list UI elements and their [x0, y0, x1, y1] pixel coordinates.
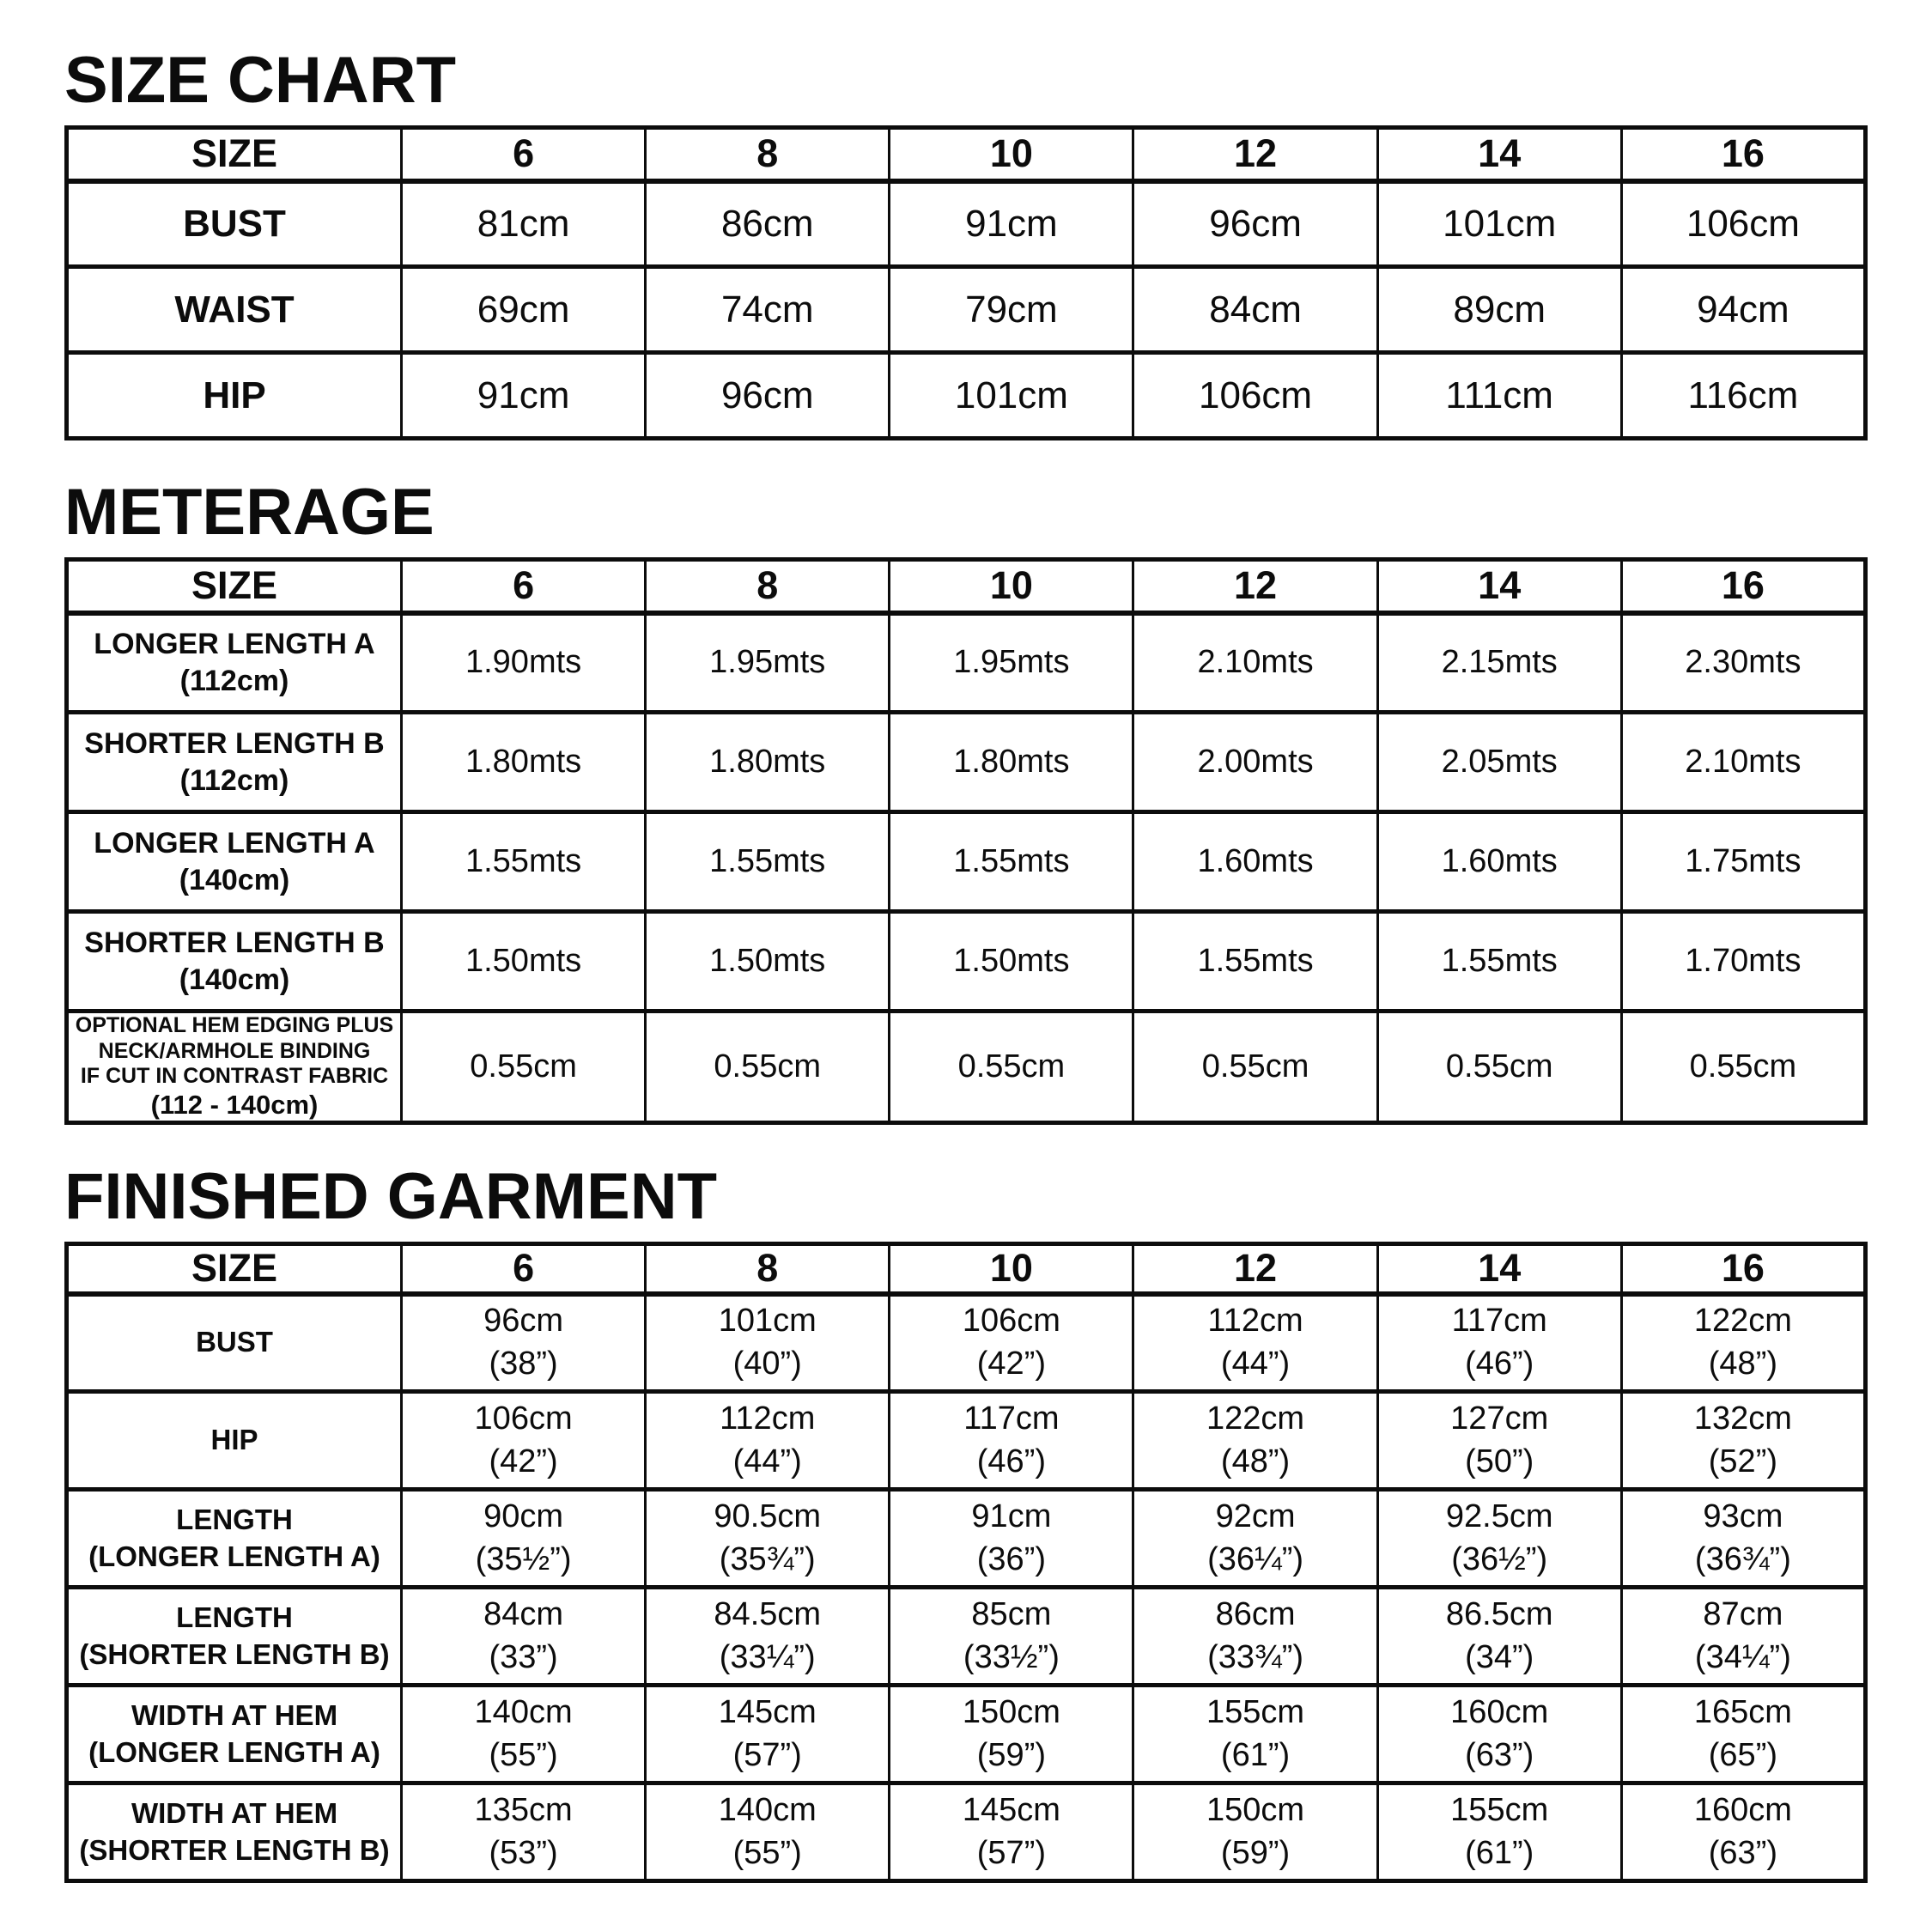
value-cell: 1.55mts [1133, 912, 1377, 1012]
size-column-header: 6 [402, 560, 646, 613]
table-row [67, 1294, 1866, 1392]
table-row [67, 912, 1866, 1012]
value-cell: 0.55cm [1133, 1012, 1377, 1123]
value-cell: 2.30mts [1621, 613, 1865, 713]
row-label: HIP [67, 353, 402, 439]
finished-garment-title: FINISHED GARMENT [64, 1160, 717, 1234]
value-cell: 92.5cm (36½”) [1377, 1490, 1621, 1588]
row-label: HIP [67, 1392, 402, 1490]
row-label: LONGER LENGTH A (140cm) [67, 812, 402, 912]
value-cell: 1.50mts [890, 912, 1133, 1012]
value-cell: 1.95mts [646, 613, 890, 713]
value-cell: 1.55mts [646, 812, 890, 912]
value-cell: 86cm (33¾”) [1133, 1588, 1377, 1686]
value-cell: 1.50mts [402, 912, 646, 1012]
size-column-header: 16 [1621, 128, 1865, 181]
size-column-header: 8 [646, 1244, 890, 1294]
value-cell: 94cm [1621, 267, 1865, 353]
value-cell: 1.60mts [1133, 812, 1377, 912]
row-label: LENGTH (LONGER LENGTH A) [67, 1490, 402, 1588]
size-column-header: 12 [1133, 560, 1377, 613]
value-cell: 122cm (48”) [1621, 1294, 1865, 1392]
value-cell: 132cm (52”) [1621, 1392, 1865, 1490]
row-label: SHORTER LENGTH B (112cm) [67, 713, 402, 812]
row-label: LONGER LENGTH A (112cm) [67, 613, 402, 713]
value-cell: 1.80mts [646, 713, 890, 812]
section-finished-garment [64, 1160, 1868, 1883]
size-column-header: 12 [1133, 1244, 1377, 1294]
table-row [67, 1490, 1866, 1588]
value-cell: 2.05mts [1377, 713, 1621, 812]
value-cell: 0.55cm [1621, 1012, 1865, 1123]
row-label: SHORTER LENGTH B (140cm) [67, 912, 402, 1012]
value-cell: 111cm [1377, 353, 1621, 439]
table-row [67, 353, 1866, 439]
value-cell: 81cm [402, 181, 646, 267]
finished-garment-table [64, 1242, 1868, 1883]
value-cell: 135cm (53”) [402, 1783, 646, 1881]
value-cell: 74cm [646, 267, 890, 353]
value-cell: 106cm (42”) [890, 1294, 1133, 1392]
size-chart-title: SIZE CHART [64, 44, 456, 117]
row-label: LENGTH (SHORTER LENGTH B) [67, 1588, 402, 1686]
value-cell: 96cm [646, 353, 890, 439]
value-cell: 155cm (61”) [1377, 1783, 1621, 1881]
row-label: OPTIONAL HEM EDGING PLUS NECK/ARMHOLE BINDING IF CUT IN CONTRAST FABRIC (112 - 140cm) [67, 1012, 402, 1123]
finished-garment-header-row [67, 1244, 1866, 1294]
value-cell: 127cm (50”) [1377, 1392, 1621, 1490]
value-cell: 1.80mts [890, 713, 1133, 812]
table-row [67, 1783, 1866, 1881]
size-column-header: 10 [890, 560, 1133, 613]
size-column-header: 12 [1133, 128, 1377, 181]
value-cell: 112cm (44”) [1133, 1294, 1377, 1392]
value-cell: 69cm [402, 267, 646, 353]
size-column-label: SIZE [67, 128, 402, 181]
value-cell: 93cm (36¾”) [1621, 1490, 1865, 1588]
value-cell: 1.60mts [1377, 812, 1621, 912]
section-size-chart [64, 44, 1868, 440]
value-cell: 101cm (40”) [646, 1294, 890, 1392]
value-cell: 0.55cm [646, 1012, 890, 1123]
meterage-header-row [67, 560, 1866, 613]
table-row [67, 1012, 1866, 1123]
value-cell: 1.95mts [890, 613, 1133, 713]
value-cell: 101cm [890, 353, 1133, 439]
value-cell: 1.80mts [402, 713, 646, 812]
value-cell: 116cm [1621, 353, 1865, 439]
value-cell: 106cm [1133, 353, 1377, 439]
value-cell: 106cm (42”) [402, 1392, 646, 1490]
value-cell: 90cm (35½”) [402, 1490, 646, 1588]
value-cell: 122cm (48”) [1133, 1392, 1377, 1490]
size-column-header: 8 [646, 560, 890, 613]
value-cell: 155cm (61”) [1133, 1686, 1377, 1783]
size-column-header: 6 [402, 1244, 646, 1294]
size-column-header: 10 [890, 1244, 1133, 1294]
value-cell: 1.70mts [1621, 912, 1865, 1012]
value-cell: 1.55mts [402, 812, 646, 912]
size-column-header: 10 [890, 128, 1133, 181]
value-cell: 1.50mts [646, 912, 890, 1012]
row-label: BUST [67, 181, 402, 267]
size-column-header: 14 [1377, 128, 1621, 181]
section-meterage [64, 476, 1868, 1125]
value-cell: 2.10mts [1133, 613, 1377, 713]
value-cell: 140cm (55”) [646, 1783, 890, 1881]
row-label: WAIST [67, 267, 402, 353]
row-label: WIDTH AT HEM (SHORTER LENGTH B) [67, 1783, 402, 1881]
value-cell: 96cm [1133, 181, 1377, 267]
value-cell: 91cm [402, 353, 646, 439]
value-cell: 2.10mts [1621, 713, 1865, 812]
table-row [67, 1588, 1866, 1686]
table-row [67, 1686, 1866, 1783]
value-cell: 2.15mts [1377, 613, 1621, 713]
value-cell: 79cm [890, 267, 1133, 353]
value-cell: 1.55mts [890, 812, 1133, 912]
size-column-header: 14 [1377, 560, 1621, 613]
value-cell: 86cm [646, 181, 890, 267]
value-cell: 91cm (36”) [890, 1490, 1133, 1588]
value-cell: 145cm (57”) [646, 1686, 890, 1783]
size-column-header: 16 [1621, 560, 1865, 613]
table-row [67, 613, 1866, 713]
row-label: WIDTH AT HEM (LONGER LENGTH A) [67, 1686, 402, 1783]
value-cell: 150cm (59”) [1133, 1783, 1377, 1881]
value-cell: 145cm (57”) [890, 1783, 1133, 1881]
table-row [67, 267, 1866, 353]
value-cell: 84.5cm (33¼”) [646, 1588, 890, 1686]
value-cell: 160cm (63”) [1377, 1686, 1621, 1783]
value-cell: 86.5cm (34”) [1377, 1588, 1621, 1686]
value-cell: 117cm (46”) [1377, 1294, 1621, 1392]
meterage-table [64, 557, 1868, 1125]
table-row [67, 812, 1866, 912]
value-cell: 1.75mts [1621, 812, 1865, 912]
meterage-title: METERAGE [64, 476, 434, 549]
size-column-label: SIZE [67, 560, 402, 613]
table-row [67, 1392, 1866, 1490]
value-cell: 106cm [1621, 181, 1865, 267]
value-cell: 89cm [1377, 267, 1621, 353]
size-column-header: 14 [1377, 1244, 1621, 1294]
value-cell: 117cm (46”) [890, 1392, 1133, 1490]
size-chart-table [64, 125, 1868, 440]
value-cell: 0.55cm [890, 1012, 1133, 1123]
value-cell: 1.55mts [1377, 912, 1621, 1012]
value-cell: 0.55cm [1377, 1012, 1621, 1123]
value-cell: 87cm (34¼”) [1621, 1588, 1865, 1686]
value-cell: 84cm (33”) [402, 1588, 646, 1686]
value-cell: 96cm (38”) [402, 1294, 646, 1392]
value-cell: 1.90mts [402, 613, 646, 713]
value-cell: 2.00mts [1133, 713, 1377, 812]
value-cell: 0.55cm [402, 1012, 646, 1123]
size-column-label: SIZE [67, 1244, 402, 1294]
size-column-header: 16 [1621, 1244, 1865, 1294]
value-cell: 101cm [1377, 181, 1621, 267]
value-cell: 160cm (63”) [1621, 1783, 1865, 1881]
table-row [67, 181, 1866, 267]
value-cell: 92cm (36¼”) [1133, 1490, 1377, 1588]
value-cell: 85cm (33½”) [890, 1588, 1133, 1686]
value-cell: 91cm [890, 181, 1133, 267]
value-cell: 84cm [1133, 267, 1377, 353]
value-cell: 140cm (55”) [402, 1686, 646, 1783]
size-column-header: 6 [402, 128, 646, 181]
value-cell: 150cm (59”) [890, 1686, 1133, 1783]
value-cell: 90.5cm (35¾”) [646, 1490, 890, 1588]
size-chart-header-row [67, 128, 1866, 181]
value-cell: 112cm (44”) [646, 1392, 890, 1490]
row-label: BUST [67, 1294, 402, 1392]
value-cell: 165cm (65”) [1621, 1686, 1865, 1783]
table-row [67, 713, 1866, 812]
size-column-header: 8 [646, 128, 890, 181]
